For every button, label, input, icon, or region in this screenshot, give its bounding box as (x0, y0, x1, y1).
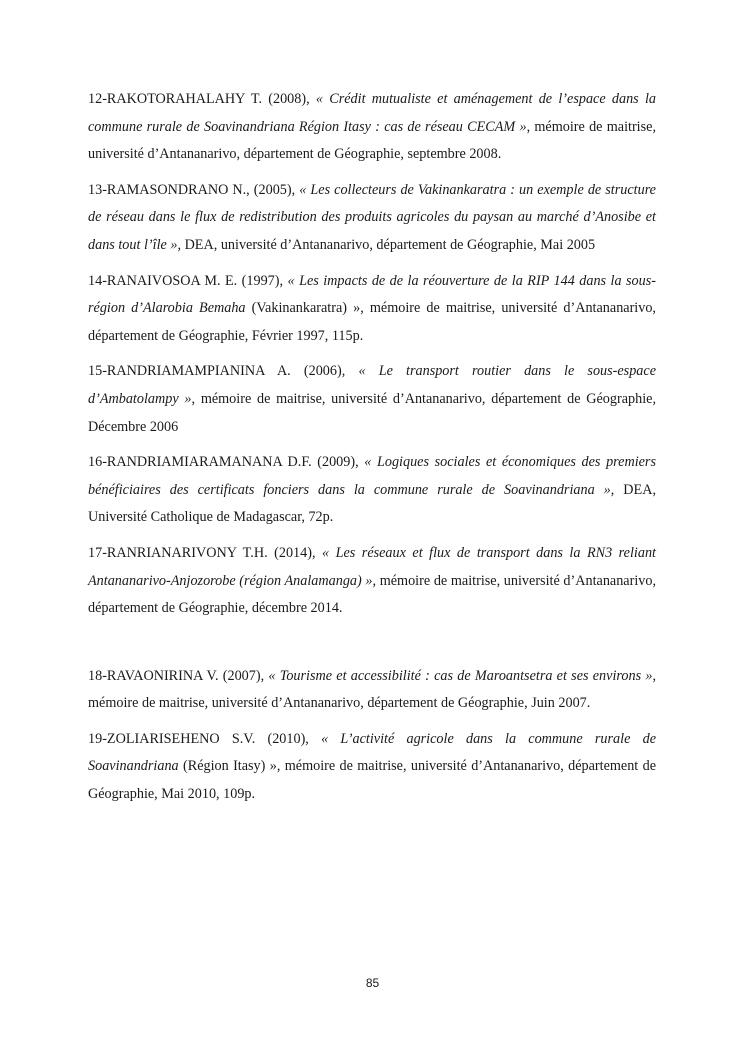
reference-prefix: 19-ZOLIARISEHENO S.V. (2010), (88, 730, 322, 747)
reference-rest: (Vakinankaratra) » (245, 300, 361, 317)
reference-prefix: 13-RAMASONDRANO N., (2005), (88, 181, 300, 198)
reference-prefix: 18-RAVAONIRINA V. (2007), (88, 667, 269, 684)
reference-entry-15 (88, 358, 656, 441)
reference-title: « Les impacts de de la réouverture de la RIP 144 dans la sous-région d’Alarobia Bemaha (88, 272, 656, 317)
reference-prefix: 17-RANRIANARIVONY T.H. (2014), (88, 544, 322, 561)
reference-suffix: , DEA, université d’Antananarivo, département de Géographie, Mai 2005 (177, 236, 596, 253)
page-number: 85 (365, 976, 380, 990)
reference-entry-14 (88, 268, 656, 351)
reference-title: « Les collecteurs de Vakinankaratra : un exemple de structure de réseau dans le flux de redistribution des produits agricoles du paysan au marché d’Anosibe et dans tout l’île » (88, 181, 656, 253)
reference-rest: (Région Itasy) » (178, 758, 277, 775)
reference-prefix: 12-RAKOTORAHALAHY T. (2008), (88, 91, 316, 107)
reference-entry-16 (88, 449, 656, 532)
reference-suffix: , DEA, Université Catholique de Madagascar, 72p. (88, 481, 656, 526)
reference-entry-19 (88, 726, 656, 809)
reference-entry-17 (88, 540, 656, 623)
reference-prefix: 15-RANDRIAMAMPIANINA A. (2006), (88, 363, 359, 380)
reference-entry-18 (88, 663, 656, 718)
reference-title: « Le transport routier dans le sous-espace d’Ambatolampy » (88, 363, 656, 407)
reference-suffix: , mémoire de maitrise, université d’Antananarivo, département de Géographie, Mai 2010, 109p. (88, 758, 656, 803)
reference-title: « L’activité agricole dans la commune rurale de Soavinandriana (88, 730, 656, 775)
reference-suffix: , mémoire de maitrise, université d’Antananarivo, département de Géographie, septembre 2008. (88, 118, 656, 163)
reference-suffix: , mémoire de maitrise, université d’Antananarivo, département de Géographie, Décembre 2006 (88, 390, 656, 435)
reference-title: « Tourisme et accessibilité : cas de Maroantsetra et ses environs » (268, 667, 653, 684)
reference-entry-13 (88, 177, 656, 260)
reference-prefix: 16-RANDRIAMIARAMANANA D.F. (2009), (88, 454, 365, 471)
reference-suffix: , mémoire de maitrise, université d’Antananarivo, département de Géographie, Février 1997, 115p. (88, 300, 656, 344)
reference-title: « Crédit mutualiste et aménagement de l’espace dans la commune rurale de Soavinandriana Région Itasy : cas de réseau CECAM » (88, 91, 656, 135)
reference-suffix: , mémoire de maitrise, université d’Antananarivo, département de Géographie, décembre 2014. (88, 572, 656, 617)
reference-prefix: 14-RANAIVOSOA M. E. (1997), (88, 272, 288, 289)
bibliography-page (88, 86, 656, 817)
reference-suffix: , mémoire de maitrise, université d’Antananarivo, département de Géographie, Juin 2007. (88, 667, 656, 712)
reference-title: « Les réseaux et flux de transport dans la RN3 reliant Antananarivo-Anjozorobe (région Analamanga) » (88, 544, 656, 589)
reference-entry-12 (88, 86, 656, 169)
reference-title: « Logiques sociales et économiques des premiers bénéficiaires des certificats fonciers dans la commune rurale de Soavinandriana » (88, 454, 656, 498)
